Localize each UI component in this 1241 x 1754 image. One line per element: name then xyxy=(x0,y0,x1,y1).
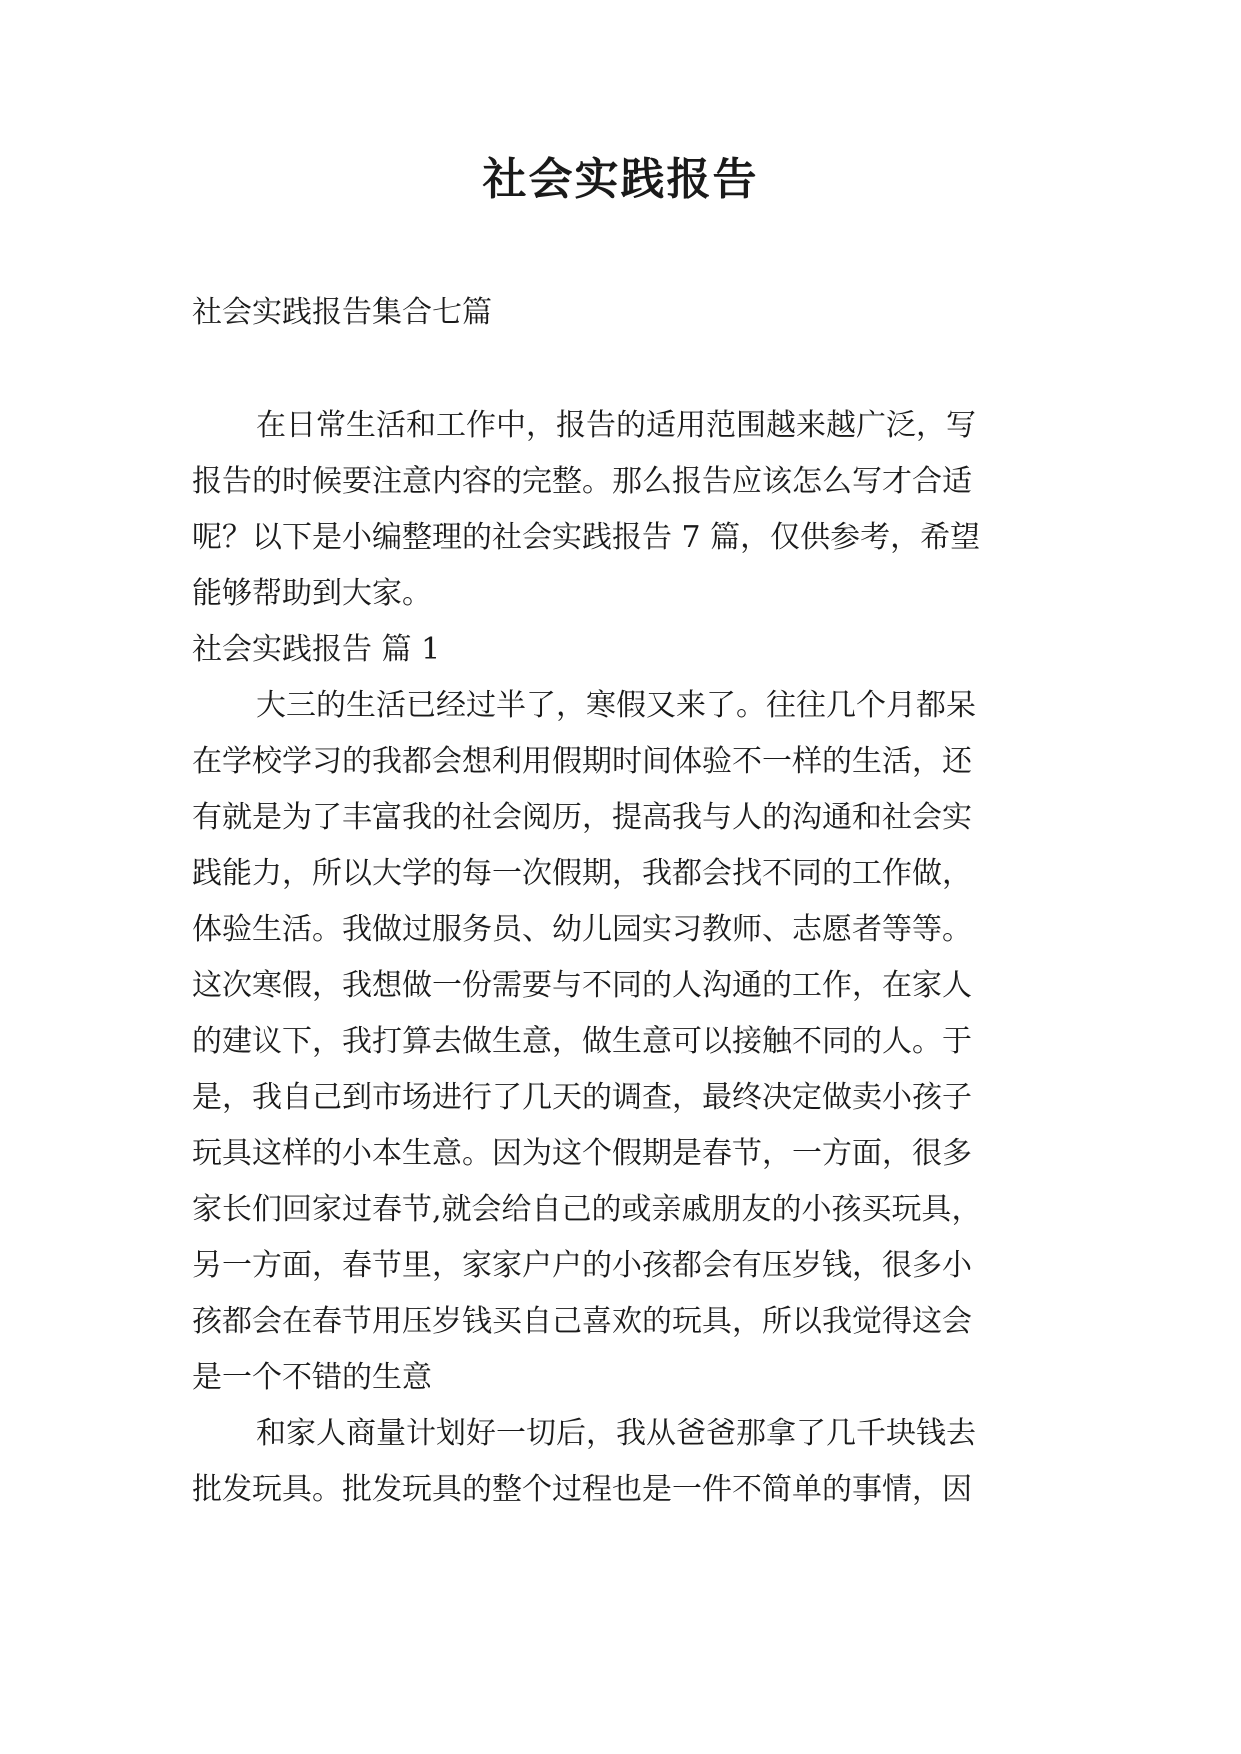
body-line-3: 有就是为了丰富我的社会阅历，提高我与人的沟通和社会实 xyxy=(192,800,972,835)
body-line-4: 践能力，所以大学的每一次假期，我都会找不同的工作做， xyxy=(192,856,972,891)
body-line-13: 是一个不错的生意 xyxy=(192,1360,432,1395)
body-line-6: 这次寒假，我想做一份需要与不同的人沟通的工作，在家人 xyxy=(192,968,972,1003)
intro-line-1: 在日常生活和工作中，报告的适用范围越来越广泛，写 xyxy=(256,408,976,443)
body-line-12: 孩都会在春节用压岁钱买自己喜欢的玩具，所以我觉得这会 xyxy=(192,1304,972,1339)
body-line-2: 在学校学习的我都会想利用假期时间体验不一样的生活，还 xyxy=(192,744,972,779)
body-line-9: 玩具这样的小本生意。因为这个假期是春节，一方面，很多 xyxy=(192,1136,972,1171)
body-line-14: 和家人商量计划好一切后，我从爸爸那拿了几千块钱去 xyxy=(256,1416,976,1451)
body-line-10: 家长们回家过春节,就会给自己的或亲戚朋友的小孩买玩具， xyxy=(192,1192,982,1227)
document-subtitle: 社会实践报告集合七篇 xyxy=(192,295,492,330)
document-title: 社会实践报告 xyxy=(482,154,759,205)
section-heading: 社会实践报告 篇 1 xyxy=(192,632,441,667)
intro-line-3: 呢？以下是小编整理的社会实践报告 7 篇，仅供参考，希望 xyxy=(192,520,981,555)
body-line-7: 的建议下，我打算去做生意，做生意可以接触不同的人。于 xyxy=(192,1024,972,1059)
body-line-1: 大三的生活已经过半了，寒假又来了。往往几个月都呆 xyxy=(256,688,976,723)
body-line-5: 体验生活。我做过服务员、幼儿园实习教师、志愿者等等。 xyxy=(192,912,972,947)
intro-line-2: 报告的时候要注意内容的完整。那么报告应该怎么写才合适 xyxy=(192,464,972,499)
body-line-15: 批发玩具。批发玩具的整个过程也是一件不简单的事情，因 xyxy=(192,1472,972,1507)
intro-line-4: 能够帮助到大家。 xyxy=(192,576,432,611)
body-line-11: 另一方面，春节里，家家户户的小孩都会有压岁钱，很多小 xyxy=(192,1248,972,1283)
body-line-8: 是，我自己到市场进行了几天的调查，最终决定做卖小孩子 xyxy=(192,1080,972,1115)
